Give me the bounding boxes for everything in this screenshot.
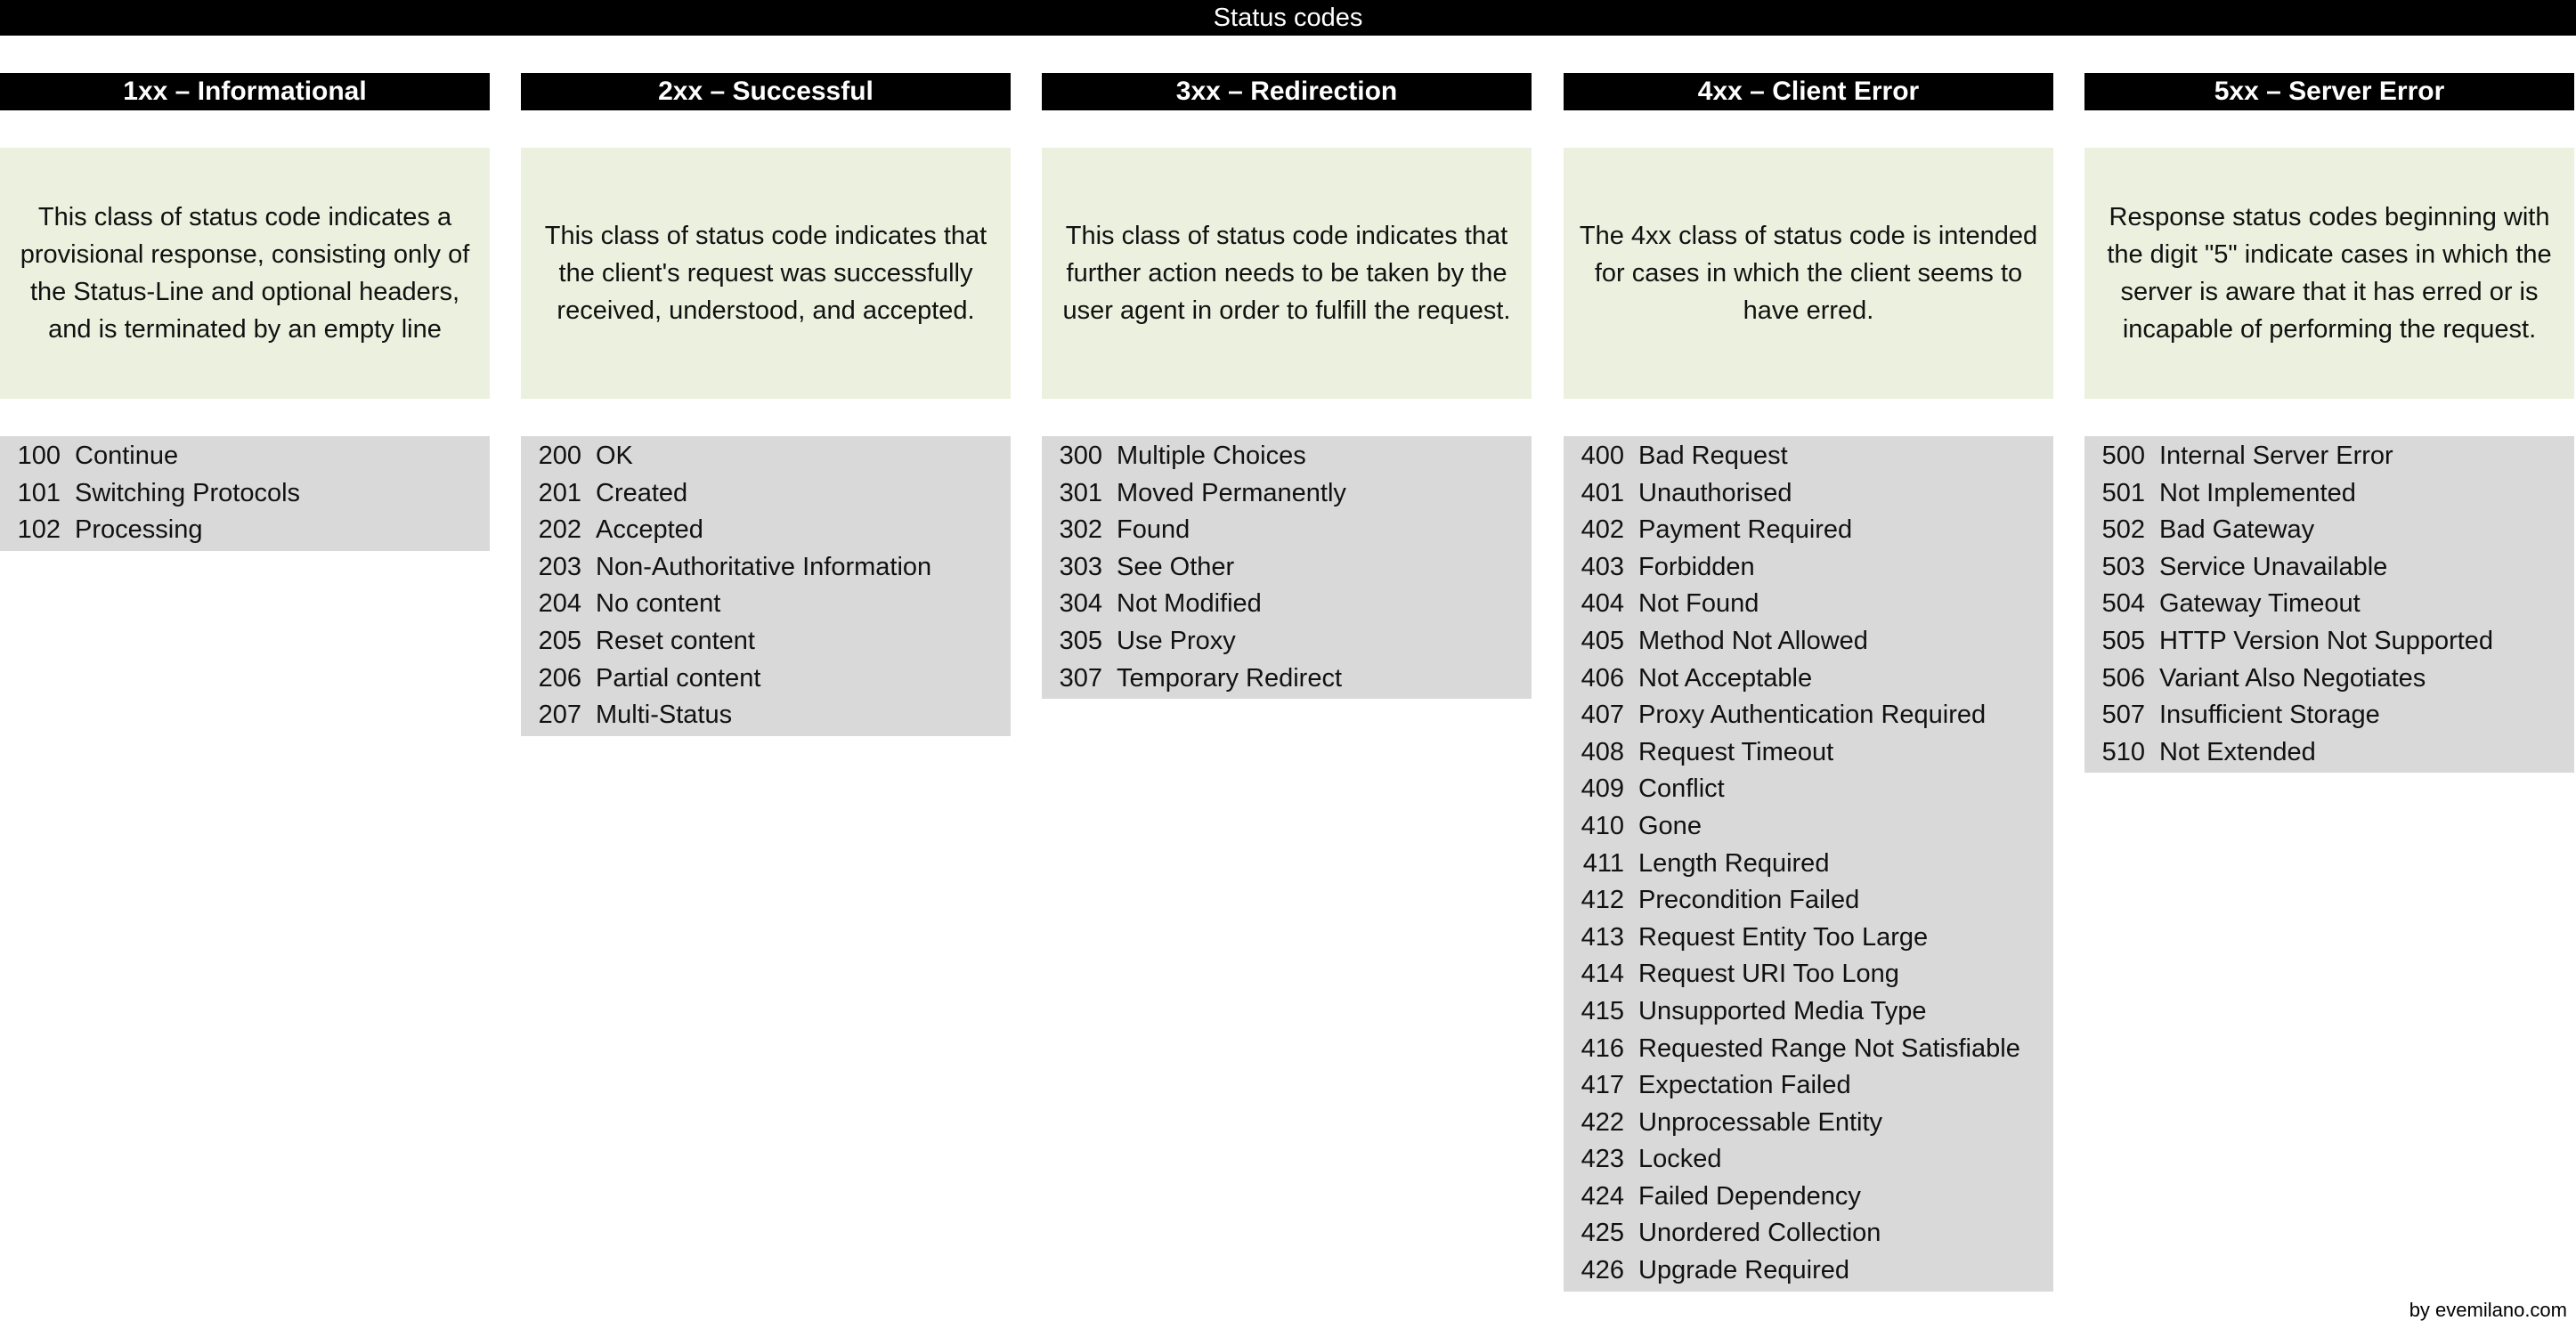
status-code-label: Locked xyxy=(1638,1145,1722,1174)
status-code-number: 206 xyxy=(538,663,581,693)
status-code-label: Reset content xyxy=(596,626,755,655)
status-code-label: Request Entity Too Large xyxy=(1638,922,1929,952)
status-code-label: Internal Server Error xyxy=(2159,442,2393,470)
status-code-row xyxy=(521,475,1011,513)
status-code-row xyxy=(1042,512,1532,549)
status-code-row xyxy=(1564,549,2053,587)
status-code-row xyxy=(1042,586,1532,623)
status-code-number: 204 xyxy=(538,589,581,619)
status-code-row xyxy=(1042,438,1532,475)
status-code-number: 422 xyxy=(1581,1107,1624,1137)
status-code-row xyxy=(1042,475,1532,513)
status-code-number: 303 xyxy=(1059,552,1102,581)
status-code-label: Not Acceptable xyxy=(1638,663,1813,693)
status-code-number: 203 xyxy=(538,552,581,581)
status-code-label: Temporary Redirect xyxy=(1117,663,1343,693)
column-4xx xyxy=(1564,73,2053,1292)
status-code-label: Partial content xyxy=(596,663,761,693)
column-2xx xyxy=(521,73,1011,736)
column-5xx xyxy=(2084,73,2574,773)
page-title: Status codes xyxy=(0,0,2576,36)
column-header: 2xx – Successful xyxy=(521,73,1011,110)
code-list xyxy=(2084,436,2574,773)
status-code-number: 413 xyxy=(1581,922,1624,952)
status-code-number: 507 xyxy=(2101,701,2145,730)
status-code-label: Conflict xyxy=(1638,774,1725,804)
status-code-number: 405 xyxy=(1581,626,1624,655)
status-code-label: OK xyxy=(596,442,633,470)
status-code-number: 404 xyxy=(1581,589,1624,619)
status-code-number: 425 xyxy=(1581,1219,1624,1248)
status-code-number: 304 xyxy=(1059,589,1102,619)
status-code-number: 406 xyxy=(1581,663,1624,693)
status-code-row xyxy=(1564,1141,2053,1179)
status-code-row xyxy=(1564,882,2053,920)
status-code-number: 503 xyxy=(2101,552,2145,581)
status-code-row xyxy=(1564,771,2053,808)
status-code-number: 207 xyxy=(538,701,581,730)
status-code-row xyxy=(521,438,1011,475)
status-code-label: Failed Dependency xyxy=(1638,1181,1861,1211)
status-code-row xyxy=(521,512,1011,549)
status-code-number: 415 xyxy=(1581,996,1624,1025)
status-code-row xyxy=(2084,697,2574,734)
status-code-row xyxy=(1564,920,2053,957)
status-code-label: Unsupported Media Type xyxy=(1638,996,1927,1025)
status-code-number: 401 xyxy=(1581,478,1624,507)
status-code-row xyxy=(1564,1105,2053,1142)
status-code-number: 423 xyxy=(1581,1145,1624,1174)
status-code-number: 416 xyxy=(1581,1033,1624,1063)
status-code-number: 410 xyxy=(1581,811,1624,840)
status-code-label: Payment Required xyxy=(1638,515,1853,545)
status-code-label: Created xyxy=(596,478,688,507)
status-code-number: 302 xyxy=(1059,515,1102,545)
status-code-label: No content xyxy=(596,589,721,619)
status-code-label: Forbidden xyxy=(1638,552,1755,581)
status-code-label: Request URI Too Long xyxy=(1638,960,1899,989)
code-list xyxy=(1042,436,1532,699)
status-code-number: 402 xyxy=(1581,515,1624,545)
status-code-row xyxy=(2084,734,2574,772)
status-code-label: Variant Also Negotiates xyxy=(2159,663,2426,693)
status-code-number: 412 xyxy=(1581,886,1624,915)
status-code-number: 504 xyxy=(2101,589,2145,619)
status-code-label: Expectation Failed xyxy=(1638,1071,1851,1100)
status-code-label: Not Modified xyxy=(1117,589,1262,619)
status-code-row xyxy=(0,438,490,475)
status-code-label: Non-Authoritative Information xyxy=(596,552,932,581)
status-code-label: Found xyxy=(1117,515,1190,545)
status-code-number: 426 xyxy=(1581,1256,1624,1285)
status-code-label: Method Not Allowed xyxy=(1638,626,1868,655)
column-header: 4xx – Client Error xyxy=(1564,73,2053,110)
status-code-label: Multiple Choices xyxy=(1117,442,1306,470)
status-code-number: 414 xyxy=(1581,960,1624,989)
column-3xx xyxy=(1042,73,1532,699)
status-code-row xyxy=(1564,660,2053,698)
status-code-row xyxy=(0,512,490,549)
status-code-row xyxy=(2084,586,2574,623)
status-code-label: Bad Gateway xyxy=(2159,515,2315,545)
status-code-number: 202 xyxy=(538,515,581,545)
status-code-label: Unordered Collection xyxy=(1638,1219,1881,1248)
status-code-number: 201 xyxy=(538,478,581,507)
status-code-row xyxy=(1564,623,2053,660)
column-header: 1xx – Informational xyxy=(0,73,490,110)
status-code-row xyxy=(521,623,1011,660)
status-code-number: 100 xyxy=(17,442,61,470)
status-code-label: Not Implemented xyxy=(2159,478,2356,507)
column-header: 3xx – Redirection xyxy=(1042,73,1532,110)
status-code-row xyxy=(1564,1031,2053,1068)
status-code-label: Requested Range Not Satisfiable xyxy=(1638,1033,2020,1063)
status-code-number: 102 xyxy=(17,515,61,545)
status-code-number: 417 xyxy=(1581,1071,1624,1100)
status-code-row xyxy=(2084,660,2574,698)
code-list xyxy=(0,436,490,551)
status-code-number: 400 xyxy=(1581,442,1624,470)
credit-text: by evemilano.com xyxy=(2409,1299,2567,1321)
status-code-number: 501 xyxy=(2101,478,2145,507)
status-code-label: HTTP Version Not Supported xyxy=(2159,626,2494,655)
status-code-row xyxy=(1564,1179,2053,1216)
status-code-number: 407 xyxy=(1581,701,1624,730)
status-code-row xyxy=(1564,1252,2053,1290)
status-code-label: Not Found xyxy=(1638,589,1759,619)
status-code-number: 301 xyxy=(1059,478,1102,507)
status-code-number: 411 xyxy=(1582,848,1624,878)
status-code-row xyxy=(521,660,1011,698)
status-code-row xyxy=(2084,512,2574,549)
status-code-row xyxy=(1564,993,2053,1031)
status-code-label: Gateway Timeout xyxy=(2159,589,2361,619)
status-code-row xyxy=(1564,697,2053,734)
status-code-label: Proxy Authentication Required xyxy=(1638,701,1987,730)
status-code-row xyxy=(0,475,490,513)
status-code-row xyxy=(1564,734,2053,772)
status-code-label: Service Unavailable xyxy=(2159,552,2388,581)
status-code-number: 305 xyxy=(1059,626,1102,655)
status-code-number: 101 xyxy=(17,478,61,507)
status-code-label: Switching Protocols xyxy=(75,478,301,507)
column-description: This class of status code indicates that further action needs to be taken by the user agent in order to fulfill the request. xyxy=(1042,148,1532,399)
status-code-label: Bad Request xyxy=(1638,442,1788,470)
status-code-label: Processing xyxy=(75,515,203,545)
status-code-row xyxy=(2084,549,2574,587)
status-code-number: 200 xyxy=(538,442,581,470)
status-code-row xyxy=(521,549,1011,587)
status-code-row xyxy=(1042,660,1532,698)
status-code-label: Not Extended xyxy=(2159,737,2316,766)
status-code-row xyxy=(1042,623,1532,660)
status-code-number: 408 xyxy=(1581,737,1624,766)
status-code-row xyxy=(1564,512,2053,549)
status-code-number: 205 xyxy=(538,626,581,655)
status-code-label: Unprocessable Entity xyxy=(1638,1107,1883,1137)
status-code-row xyxy=(1564,475,2053,513)
column-description: This class of status code indicates that the client's request was successfully received, understood, and accepted. xyxy=(521,148,1011,399)
status-code-label: Continue xyxy=(75,442,179,470)
status-code-label: Multi-Status xyxy=(596,701,733,730)
status-code-row xyxy=(1564,1067,2053,1105)
code-list xyxy=(1564,436,2053,1292)
status-code-label: Use Proxy xyxy=(1117,626,1236,655)
status-code-number: 510 xyxy=(2101,737,2145,766)
column-1xx xyxy=(0,73,490,551)
status-code-number: 505 xyxy=(2101,626,2145,655)
status-code-row xyxy=(1564,956,2053,993)
column-header: 5xx – Server Error xyxy=(2084,73,2574,110)
status-code-row xyxy=(1564,586,2053,623)
status-code-number: 300 xyxy=(1059,442,1102,470)
status-code-label: See Other xyxy=(1117,552,1235,581)
status-code-row xyxy=(1564,1215,2053,1252)
status-code-label: Accepted xyxy=(596,515,703,545)
status-code-row xyxy=(1564,846,2053,883)
code-list xyxy=(521,436,1011,736)
status-code-row xyxy=(1564,438,2053,475)
status-code-row xyxy=(521,586,1011,623)
status-code-number: 424 xyxy=(1581,1181,1624,1211)
status-code-label: Precondition Failed xyxy=(1638,886,1860,915)
status-code-number: 403 xyxy=(1581,552,1624,581)
status-code-row xyxy=(2084,623,2574,660)
status-code-row xyxy=(1042,549,1532,587)
status-code-row xyxy=(2084,438,2574,475)
column-description: This class of status code indicates a provisional response, consisting only of the Status-Line and optional headers, and is terminated by an empty line xyxy=(0,148,490,399)
status-code-number: 307 xyxy=(1059,663,1102,693)
status-code-label: Upgrade Required xyxy=(1638,1256,1849,1285)
status-code-number: 409 xyxy=(1581,774,1624,804)
status-code-number: 502 xyxy=(2101,515,2145,545)
status-code-label: Length Required xyxy=(1638,848,1830,878)
column-description: The 4xx class of status code is intended for cases in which the client seems to have erred. xyxy=(1564,148,2053,399)
status-code-label: Moved Permanently xyxy=(1117,478,1346,507)
status-code-number: 506 xyxy=(2101,663,2145,693)
status-code-label: Gone xyxy=(1638,811,1702,840)
status-code-row xyxy=(1564,808,2053,846)
column-description: Response status codes beginning with the digit "5" indicate cases in which the server is aware that it has erred or is incapable of performing the request. xyxy=(2084,148,2574,399)
status-code-label: Unauthorised xyxy=(1638,478,1792,507)
status-code-label: Insufficient Storage xyxy=(2159,701,2380,730)
status-code-number: 500 xyxy=(2101,442,2145,470)
status-code-label: Request Timeout xyxy=(1638,737,1834,766)
status-code-row xyxy=(2084,475,2574,513)
status-code-row xyxy=(521,697,1011,734)
